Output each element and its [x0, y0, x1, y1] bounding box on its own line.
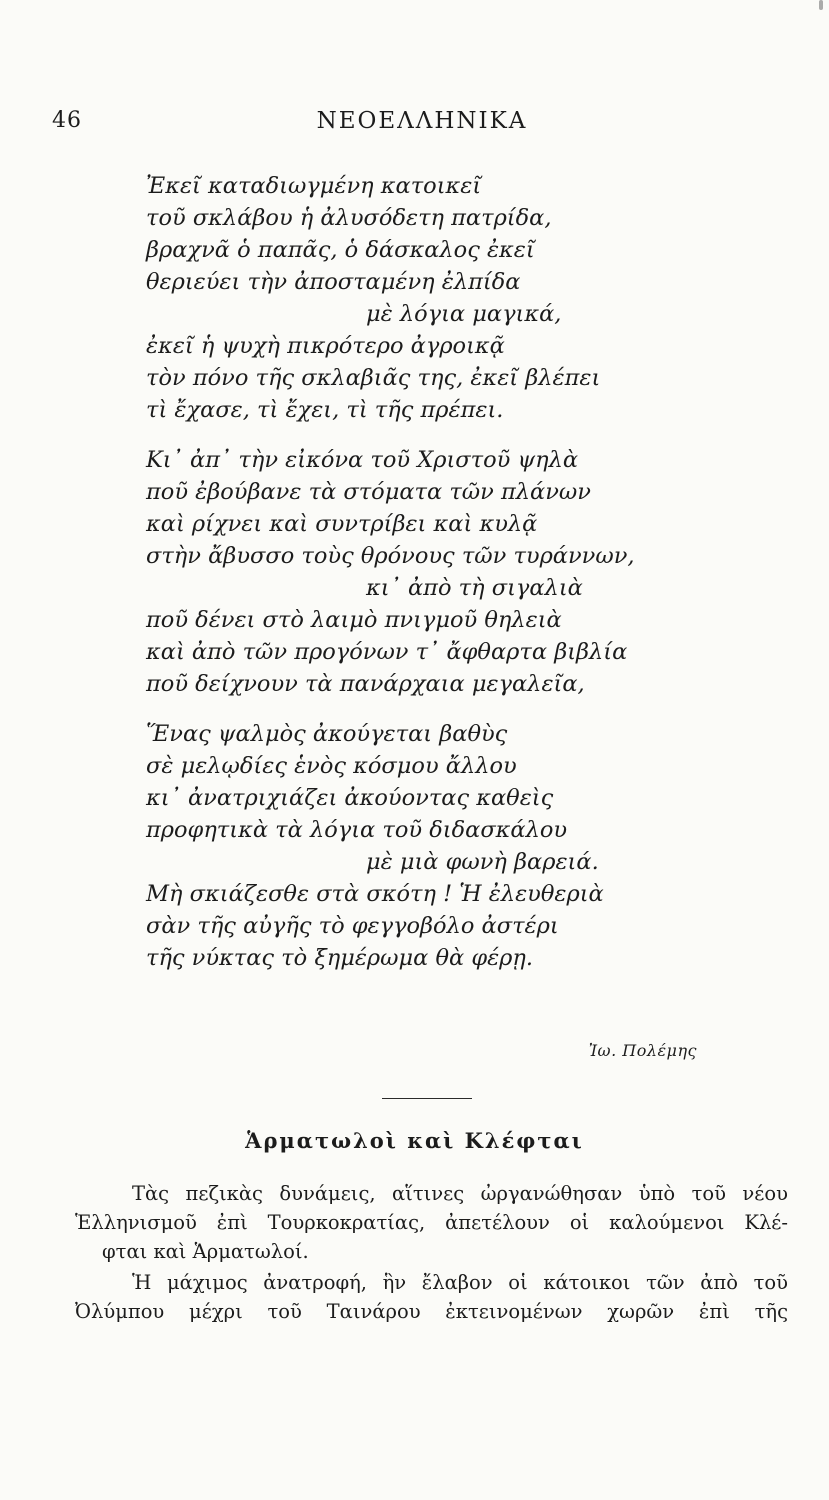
poem-line: ποῦ ἐβούβανε τὰ στόματα τῶν πλάνων [146, 479, 591, 505]
poem-line: Ἕνας ψαλμὸς ἀκούγεται βαθὺς [146, 721, 508, 747]
poem-line: Κι᾿ ἀπ᾿ τὴν εἰκόνα τοῦ Χριστοῦ ψηλὰ [146, 447, 579, 473]
poem-line: σὰν τῆς αὐγῆς τὸ φεγγοβόλο ἀστέρι [146, 913, 559, 939]
prose-line: Ἑλληνισμοῦ ἐπὶ Τουρκοκρατίας, ἀπετέλουν οἱ καλούμενοι Κλέ- [75, 1211, 788, 1234]
article-paragraph-1 [75, 1179, 788, 1266]
poem-line-indented: μὲ λόγια μαγικά, [366, 301, 562, 327]
poem-line: ποῦ δένει στὸ λαιμὸ πνιγμοῦ θηλειὰ [146, 607, 562, 633]
poem-line: βραχνᾶ ὁ παπᾶς, ὁ δάσκαλος ἐκεῖ [146, 237, 535, 263]
article-title: Ἁρματωλοὶ καὶ Κλέφται [245, 1128, 584, 1153]
poem-line: στὴν ἄβυσσο τοὺς θρόνους τῶν τυράννων, [146, 543, 635, 569]
page-header [52, 108, 792, 142]
poem-stanza-2 [146, 444, 746, 700]
prose-line: Τὰς πεζικὰς δυνάμεις, αἵτινες ὠργανώθησαν ὑπὸ τοῦ νέου [132, 1182, 788, 1205]
poem-line-indented: κι᾿ ἀπὸ τὴ σιγαλιὰ [366, 575, 583, 601]
poem-line: τοῦ σκλάβου ἡ ἀλυσόδετη πατρίδα, [146, 205, 552, 231]
poem-author-signature: Ἰω. Πολέμης [588, 1041, 697, 1060]
prose-line: Ὀλύμπου μέχρι τοῦ Ταινάρου ἐκτεινομένων χωρῶν ἐπὶ τῆς [75, 1300, 788, 1323]
poem-line-indented: μὲ μιὰ φωνὴ βαρειά. [366, 849, 599, 875]
article-body [75, 1179, 788, 1326]
running-title: ΝΕΟΕΛΛΗΝΙΚΑ [316, 108, 528, 134]
section-divider [382, 1098, 472, 1099]
poem-line: ποῦ δείχνουν τὰ πανάρχαια μεγαλεῖα, [146, 671, 585, 697]
poem-line: θεριεύει τὴν ἀποσταμένη ἐλπίδα [146, 269, 521, 295]
poem-line: Ἐκεῖ καταδιωγμένη κατοικεῖ [146, 173, 482, 199]
poem-line: προφητικὰ τὰ λόγια τοῦ διδασκάλου [146, 817, 568, 843]
poem-line: τῆς νύκτας τὸ ξημέρωμα θὰ φέρῃ. [146, 945, 534, 971]
poem-stanza-1 [146, 170, 746, 426]
poem-line: Μὴ σκιάζεσθε στὰ σκότη ! Ἡ ἐλευθεριὰ [146, 881, 604, 907]
page-number: 46 [52, 108, 82, 133]
prose-line: Ἡ μάχιμος ἀνατροφή, ἣν ἔλαβον οἱ κάτοικοι τῶν ἀπὸ τοῦ [132, 1271, 788, 1294]
poem-line: καὶ ρίχνει καὶ συντρίβει καὶ κυλᾷ [146, 511, 538, 537]
poem-line: κι᾿ ἀνατριχιάζει ἀκούοντας καθεὶς [146, 785, 554, 811]
poem-line: καὶ ἀπὸ τῶν προγόνων τ᾿ ἄφθαρτα βιβλία [146, 639, 628, 665]
poem-line: τὶ ἔχασε, τὶ ἔχει, τὶ τῆς πρέπει. [146, 397, 504, 423]
poem-stanza-3 [146, 718, 746, 974]
prose-line: φται καὶ Ἁρματωλοί. [102, 1240, 309, 1263]
poem [146, 170, 746, 974]
poem-line: τὸν πόνο τῆς σκλαβιᾶς της, ἐκεῖ βλέπει [146, 365, 601, 391]
poem-line: ἐκεῖ ἡ ψυχὴ πικρότερο ἀγροικᾷ [146, 333, 505, 359]
poem-line: σὲ μελῳδίες ἑνὸς κόσμου ἄλλου [146, 753, 517, 779]
scan-speck [819, 0, 823, 10]
article-paragraph-2 [75, 1268, 788, 1326]
